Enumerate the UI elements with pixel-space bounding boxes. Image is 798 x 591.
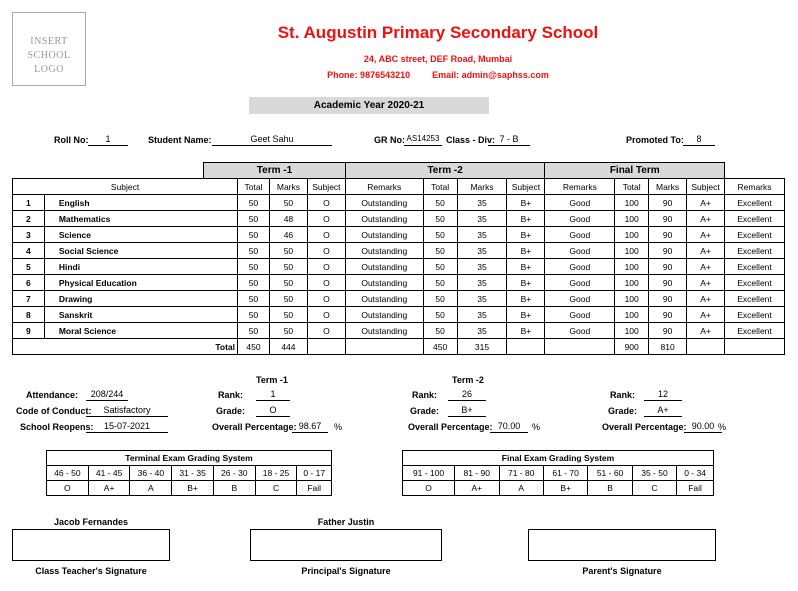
col-header: Remarks [725,179,785,195]
table-cell: O [307,291,345,307]
table-row [13,243,785,259]
table-row [13,291,785,307]
class-div-value: 7 - B [488,134,530,146]
table-cell: Excellent [725,259,785,275]
term1-percentage: 98.67 [292,421,328,433]
roll-value: 1 [88,134,128,146]
table-cell: 90 [649,275,687,291]
table-cell: B+ [507,291,545,307]
roll-label: Roll No: [54,135,89,145]
table-cell: Excellent [725,243,785,259]
grading-cell: 91 - 100 [403,466,455,481]
grading-cell: 71 - 80 [499,466,543,481]
table-cell: 35 [457,195,507,211]
promoted-value: 8 [683,134,715,146]
table-cell: 50 [423,243,457,259]
table-cell: 90 [649,307,687,323]
table-cell: 35 [457,323,507,339]
col-header: Subject [687,179,725,195]
table-cell: 9 [13,323,45,339]
grading-cell: C [255,481,297,496]
table-cell: Science [44,227,237,243]
table-cell: Outstanding [345,323,423,339]
table-cell: 50 [423,307,457,323]
table-cell: A+ [687,323,725,339]
table-cell: 35 [457,259,507,275]
grading-cell: 46 - 50 [47,466,89,481]
table-cell: 50 [269,243,307,259]
table-cell: 50 [269,291,307,307]
table-cell: 90 [649,195,687,211]
table-cell: 50 [269,307,307,323]
table-cell: Outstanding [345,307,423,323]
conduct-label: Code of Conduct: [16,406,92,416]
grading-cell: A+ [455,481,499,496]
grade-label: Grade: [410,406,440,416]
grading-cell: B+ [543,481,587,496]
table-cell: 50 [423,195,457,211]
table-cell: Sanskrit [44,307,237,323]
grading-cell: 0 - 17 [297,466,332,481]
table-cell: 100 [615,323,649,339]
table-cell: B+ [507,275,545,291]
table-row [13,195,785,211]
table-row [13,227,785,243]
pct-label: Overall Percentage: [408,422,493,432]
table-cell: 50 [423,227,457,243]
table-cell: Excellent [725,227,785,243]
table-cell: 46 [269,227,307,243]
final-grading-table [402,450,714,496]
school-address: 24, ABC street, DEF Road, Mumbai [363,54,513,64]
table-cell: 90 [649,323,687,339]
principal-signature-label: Principal's Signature [301,566,391,576]
col-header: Subject [507,179,545,195]
table-cell: 50 [238,291,270,307]
table-cell: 100 [615,307,649,323]
table-cell: 100 [615,243,649,259]
total-cell: 900 [615,339,649,355]
table-cell: B+ [507,323,545,339]
reopens-label: School Reopens: [20,422,94,432]
table-cell: Good [545,323,615,339]
grade-label: Grade: [216,406,246,416]
table-cell: O [307,307,345,323]
table-cell: 50 [238,211,270,227]
final-grading-title: Final Exam Grading System [403,451,714,466]
col-header: Total [423,179,457,195]
grading-cell: C [632,481,676,496]
term1-summary-title: Term -1 [256,375,288,385]
table-cell: Physical Education [44,275,237,291]
final-term-header: Final Term [545,163,725,179]
grading-cell: 18 - 25 [255,466,297,481]
col-header: Total [615,179,649,195]
parent-signature-box [528,529,716,561]
term1-rank: 1 [256,389,290,401]
table-cell: 1 [13,195,45,211]
term1-header: Term -1 [204,163,346,179]
col-header: Marks [649,179,687,195]
table-cell: 4 [13,243,45,259]
col-header: Marks [457,179,507,195]
table-cell: Mathematics [44,211,237,227]
table-cell: 90 [649,291,687,307]
academic-year-banner: Academic Year 2020-21 [249,97,489,114]
table-cell: B+ [507,195,545,211]
table-cell: 100 [615,227,649,243]
percent-sign: % [334,422,343,432]
school-contact [238,70,638,80]
teacher-signature-label: Class Teacher's Signature [35,566,147,576]
table-cell: 50 [269,259,307,275]
table-cell: Outstanding [345,195,423,211]
rank-label: Rank: [412,390,438,400]
attendance-label: Attendance: [26,390,79,400]
grading-cell: 35 - 50 [632,466,676,481]
terminal-grading-table [46,450,332,496]
principal-signature-box [250,529,442,561]
total-cell: 444 [269,339,307,355]
table-cell: Excellent [725,275,785,291]
rank-label: Rank: [610,390,636,400]
table-cell: 90 [649,259,687,275]
table-cell: O [307,227,345,243]
school-logo-placeholder: INSERT SCHOOL LOGO [12,12,86,86]
school-email: Email: admin@saphss.com [432,70,549,80]
table-cell: 90 [649,227,687,243]
conduct-value: Satisfactory [86,405,168,417]
table-cell: 50 [238,243,270,259]
col-header: Subject [307,179,345,195]
table-cell: A+ [687,195,725,211]
table-cell: O [307,323,345,339]
table-cell: B+ [507,211,545,227]
table-cell: A+ [687,243,725,259]
col-header: Total [238,179,270,195]
table-cell: 2 [13,211,45,227]
grading-cell: O [47,481,89,496]
table-cell: 50 [238,323,270,339]
table-row [13,259,785,275]
pct-label: Overall Percentage: [602,422,687,432]
table-cell: Drawing [44,291,237,307]
table-cell: Excellent [725,195,785,211]
table-cell: A+ [687,259,725,275]
table-cell: 35 [457,211,507,227]
table-cell: B+ [507,243,545,259]
table-cell: 5 [13,259,45,275]
table-cell: O [307,211,345,227]
table-cell: 7 [13,291,45,307]
table-cell: Good [545,275,615,291]
table-cell: 8 [13,307,45,323]
table-cell: 3 [13,227,45,243]
final-grade: A+ [644,405,682,417]
table-cell: Good [545,291,615,307]
student-name-label: Student Name: [148,135,212,145]
table-cell: 50 [238,275,270,291]
parent-signature-label: Parent's Signature [582,566,662,576]
table-cell: 100 [615,275,649,291]
term2-rank: 26 [448,389,486,401]
table-cell: 50 [238,307,270,323]
percent-sign: % [532,422,541,432]
table-cell: 50 [423,211,457,227]
table-cell: B+ [507,259,545,275]
table-row [13,211,785,227]
class-div-label: Class - Div: [446,135,496,145]
table-cell: English [44,195,237,211]
table-cell: Outstanding [345,259,423,275]
table-cell: 35 [457,275,507,291]
table-cell: Excellent [725,211,785,227]
gr-value: AS14253 [404,134,442,146]
grading-cell: 41 - 45 [88,466,130,481]
grading-cell: 51 - 60 [588,466,632,481]
table-cell: 50 [238,195,270,211]
table-cell: B+ [507,227,545,243]
table-cell: A+ [687,307,725,323]
student-name-value: Geet Sahu [212,134,332,146]
table-cell: 50 [423,259,457,275]
table-cell: Good [545,211,615,227]
table-cell: 48 [269,211,307,227]
grading-cell: B [213,481,255,496]
grading-cell: 26 - 30 [213,466,255,481]
pct-label: Overall Percentage: [212,422,297,432]
table-cell: 50 [238,227,270,243]
promoted-label: Promoted To: [626,135,684,145]
table-cell: 35 [457,307,507,323]
total-cell: 810 [649,339,687,355]
table-row [13,307,785,323]
table-cell: 50 [423,323,457,339]
table-cell: Moral Science [44,323,237,339]
percent-sign: % [718,422,727,432]
gr-label: GR No: [374,135,405,145]
table-cell: O [307,195,345,211]
school-phone: Phone: 9876543210 [327,70,411,80]
school-name: St. Augustin Primary Secondary School [277,23,599,42]
table-cell: 100 [615,195,649,211]
table-cell: A+ [687,275,725,291]
table-cell: A+ [687,291,725,307]
table-cell: 100 [615,211,649,227]
total-cell: 450 [238,339,270,355]
table-cell: Outstanding [345,227,423,243]
table-cell: 90 [649,211,687,227]
term1-grade: O [256,405,290,417]
table-row [13,275,785,291]
table-cell: 50 [269,323,307,339]
grading-cell: A [499,481,543,496]
table-cell: Hindi [44,259,237,275]
subject-col-header: Subject [13,179,238,195]
table-cell: 50 [269,195,307,211]
table-cell: Social Science [44,243,237,259]
grading-cell: 81 - 90 [455,466,499,481]
grading-cell: 31 - 35 [172,466,214,481]
table-cell: 50 [423,291,457,307]
grading-cell: Fail [297,481,332,496]
principal-name: Father Justin [317,517,375,527]
table-cell: Outstanding [345,243,423,259]
attendance-value: 208/244 [86,389,128,401]
total-cell: 450 [423,339,457,355]
table-cell: Good [545,307,615,323]
grading-cell: 36 - 40 [130,466,172,481]
teacher-name: Jacob Fernandes [53,517,129,527]
term2-header: Term -2 [345,163,545,179]
term2-percentage: 70.00 [490,421,528,433]
table-cell: 100 [615,291,649,307]
grading-cell: O [403,481,455,496]
table-cell: Excellent [725,323,785,339]
grading-cell: Fail [677,481,714,496]
table-cell: Good [545,227,615,243]
teacher-signature-box [12,529,170,561]
table-cell: 6 [13,275,45,291]
table-cell: 35 [457,227,507,243]
table-cell: 90 [649,243,687,259]
total-label: Total [204,339,238,355]
table-cell: A+ [687,227,725,243]
table-cell: 35 [457,243,507,259]
term2-grade: B+ [448,405,486,417]
table-cell: O [307,275,345,291]
table-cell: 50 [238,259,270,275]
table-row [13,323,785,339]
grading-cell: B [588,481,632,496]
table-cell: Good [545,195,615,211]
table-cell: Outstanding [345,291,423,307]
reopens-value: 15-07-2021 [86,421,168,433]
table-cell: O [307,259,345,275]
col-header: Remarks [345,179,423,195]
grading-cell: A [130,481,172,496]
col-header: Remarks [545,179,615,195]
col-header: Marks [269,179,307,195]
grading-cell: 0 - 34 [677,466,714,481]
table-cell: 50 [423,275,457,291]
final-percentage: 90.00 [684,421,722,433]
grading-cell: A+ [88,481,130,496]
table-cell: Outstanding [345,211,423,227]
table-cell: Outstanding [345,275,423,291]
terminal-grading-title: Terminal Exam Grading System [47,451,332,466]
total-cell: 315 [457,339,507,355]
table-cell: A+ [687,211,725,227]
grading-cell: 61 - 70 [543,466,587,481]
grading-cell: B+ [172,481,214,496]
table-cell: Good [545,243,615,259]
grade-label: Grade: [608,406,638,416]
term2-summary-title: Term -2 [452,375,484,385]
final-rank: 12 [644,389,682,401]
table-cell: 35 [457,291,507,307]
table-cell: Good [545,259,615,275]
table-cell: 100 [615,259,649,275]
table-cell: Excellent [725,291,785,307]
table-cell: O [307,243,345,259]
table-cell: Excellent [725,307,785,323]
rank-label: Rank: [218,390,244,400]
table-cell: B+ [507,307,545,323]
marks-table [12,162,785,355]
table-cell: 50 [269,275,307,291]
